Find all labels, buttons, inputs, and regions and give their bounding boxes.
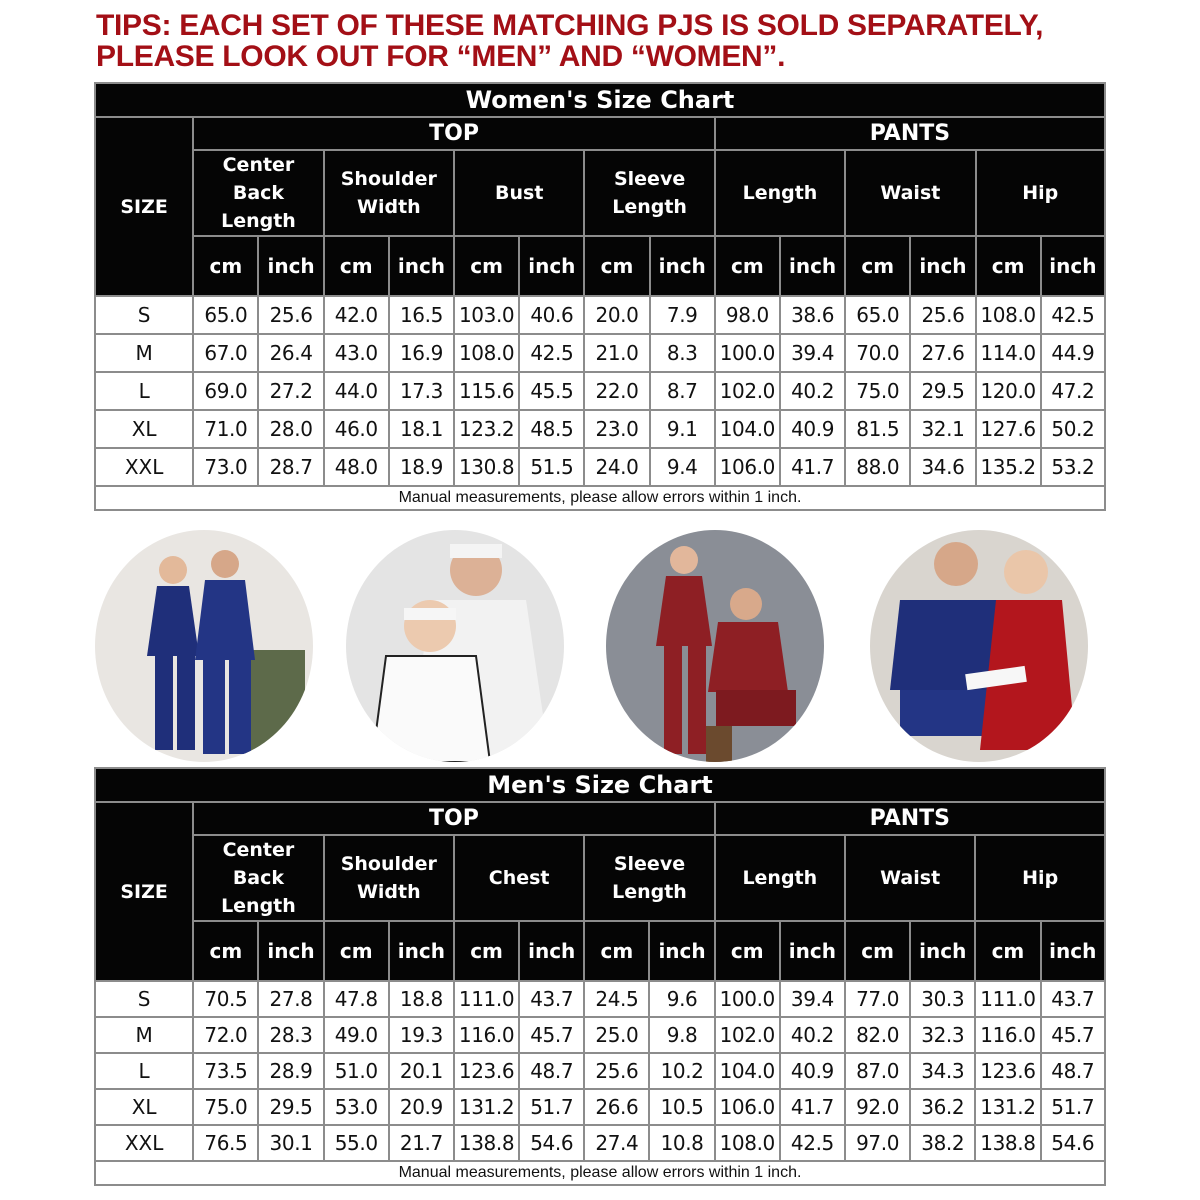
measurement-cell: 103.0 [454, 296, 519, 334]
measurement-cell: 25.6 [584, 1053, 649, 1089]
measurement-cell: 40.9 [780, 410, 845, 448]
photo-navy-couple-standing [95, 530, 313, 762]
measurement-cell: 51.7 [1041, 1089, 1106, 1125]
unit-header-row [95, 236, 1105, 296]
measurement-cell: 30.1 [258, 1125, 323, 1161]
measure-header-row [95, 835, 1105, 921]
measurement-cell: 138.8 [454, 1125, 519, 1161]
measurement-cell: 82.0 [845, 1017, 910, 1053]
table-row [95, 1053, 1105, 1089]
measurement-cell: 43.0 [324, 334, 389, 372]
measurement-cell: 28.7 [258, 448, 323, 486]
measurement-cell: 104.0 [715, 410, 780, 448]
measurement-cell: 29.5 [910, 372, 975, 410]
measurement-cell: 20.1 [389, 1053, 454, 1089]
unit-header-inch: inch [780, 236, 845, 296]
measurement-cell: 100.0 [715, 981, 780, 1017]
measurement-cell: 19.3 [389, 1017, 454, 1053]
measurement-cell: 123.6 [454, 1053, 519, 1089]
measurement-cell: 71.0 [193, 410, 258, 448]
size-cell: M [95, 334, 193, 372]
measurement-cell: 108.0 [715, 1125, 780, 1161]
measurement-cell: 48.7 [519, 1053, 584, 1089]
measurement-cell: 32.1 [910, 410, 975, 448]
measurement-cell: 53.2 [1041, 448, 1105, 486]
measurement-cell: 135.2 [976, 448, 1041, 486]
measurement-cell: 42.0 [324, 296, 389, 334]
measurement-cell: 47.8 [324, 981, 389, 1017]
measurement-cell: 127.6 [976, 410, 1041, 448]
measurement-cell: 25.6 [910, 296, 975, 334]
measurement-cell: 75.0 [845, 372, 910, 410]
unit-header-cm: cm [454, 236, 519, 296]
measurement-cell: 54.6 [519, 1125, 584, 1161]
measurement-cell: 28.3 [258, 1017, 323, 1053]
unit-header-cm: cm [976, 236, 1041, 296]
measurement-cell: 9.4 [650, 448, 715, 486]
measurement-cell: 43.7 [1041, 981, 1106, 1017]
measurement-cell: 24.5 [584, 981, 649, 1017]
measurement-cell: 24.0 [584, 448, 649, 486]
unit-header-inch: inch [649, 921, 714, 981]
measurement-cell: 106.0 [715, 448, 780, 486]
top-group-header: TOP [193, 802, 714, 835]
measurement-cell: 73.0 [193, 448, 258, 486]
measurement-cell: 39.4 [780, 981, 845, 1017]
measurement-cell: 42.5 [1041, 296, 1105, 334]
measurement-cell: 45.5 [519, 372, 584, 410]
measurement-cell: 32.3 [910, 1017, 975, 1053]
measurement-cell: 28.0 [258, 410, 323, 448]
measurement-cell: 30.3 [910, 981, 975, 1017]
measurement-cell: 29.5 [258, 1089, 323, 1125]
measurement-cell: 87.0 [845, 1053, 910, 1089]
unit-header-cm: cm [193, 921, 258, 981]
measurement-cell: 8.7 [650, 372, 715, 410]
measurement-cell: 28.9 [258, 1053, 323, 1089]
unit-header-inch: inch [650, 236, 715, 296]
measurement-cell: 21.7 [389, 1125, 454, 1161]
measure-header: Center Back Length [193, 150, 323, 236]
measurement-cell: 38.6 [780, 296, 845, 334]
measure-header: Shoulder Width [324, 835, 454, 921]
measurement-cell: 120.0 [976, 372, 1041, 410]
measurement-cell: 51.5 [519, 448, 584, 486]
unit-header-inch: inch [1041, 236, 1105, 296]
unit-header-cm: cm [715, 236, 780, 296]
measurement-cell: 72.0 [193, 1017, 258, 1053]
size-cell: XL [95, 410, 193, 448]
photo-navy-red-couple-reading-image [870, 530, 1088, 762]
measurement-cell: 48.0 [324, 448, 389, 486]
measure-header: Chest [454, 835, 584, 921]
measure-header: Hip [976, 150, 1105, 236]
measurement-cell: 67.0 [193, 334, 258, 372]
measurement-cell: 49.0 [324, 1017, 389, 1053]
chart-title: Men's Size Chart [95, 768, 1105, 802]
table-row [95, 410, 1105, 448]
unit-header-cm: cm [324, 236, 389, 296]
unit-header-inch: inch [780, 921, 845, 981]
measurement-cell: 65.0 [193, 296, 258, 334]
size-column-header: SIZE [95, 117, 193, 296]
men-size-chart [94, 767, 1106, 1186]
measurement-cell: 18.8 [389, 981, 454, 1017]
table-row [95, 981, 1105, 1017]
size-cell: S [95, 296, 193, 334]
tips-banner [96, 10, 1176, 72]
measurement-cell: 43.7 [519, 981, 584, 1017]
measurement-cell: 50.2 [1041, 410, 1105, 448]
unit-header-inch: inch [519, 236, 584, 296]
measurement-cell: 8.3 [650, 334, 715, 372]
measurement-cell: 9.6 [649, 981, 714, 1017]
measurement-cell: 111.0 [454, 981, 519, 1017]
measurement-cell: 70.5 [193, 981, 258, 1017]
note-row [95, 1161, 1105, 1185]
measurement-cell: 17.3 [389, 372, 454, 410]
measurement-cell: 10.8 [649, 1125, 714, 1161]
measurement-cell: 104.0 [715, 1053, 780, 1089]
size-cell: L [95, 1053, 193, 1089]
measurement-cell: 48.5 [519, 410, 584, 448]
measurement-cell: 123.2 [454, 410, 519, 448]
measure-header: Hip [975, 835, 1105, 921]
measure-header: Center Back Length [193, 835, 323, 921]
unit-header-cm: cm [845, 236, 910, 296]
unit-header-inch: inch [389, 236, 454, 296]
measurement-cell: 40.6 [519, 296, 584, 334]
pants-group-header: PANTS [715, 117, 1105, 150]
unit-header-cm: cm [324, 921, 389, 981]
unit-header-inch: inch [910, 921, 975, 981]
size-cell: L [95, 372, 193, 410]
measurement-cell: 76.5 [193, 1125, 258, 1161]
measurement-cell: 131.2 [454, 1089, 519, 1125]
chart-title-row [95, 768, 1105, 802]
table-row [95, 296, 1105, 334]
measurement-cell: 10.2 [649, 1053, 714, 1089]
measurement-cell: 21.0 [584, 334, 649, 372]
table-row [95, 1089, 1105, 1125]
measurement-cell: 53.0 [324, 1089, 389, 1125]
photo-burgundy-couple-image [606, 530, 824, 762]
measurement-cell: 18.1 [389, 410, 454, 448]
measurement-cell: 27.6 [910, 334, 975, 372]
measurement-cell: 116.0 [975, 1017, 1040, 1053]
measurement-cell: 102.0 [715, 372, 780, 410]
measurement-cell: 45.7 [1041, 1017, 1106, 1053]
measurement-cell: 26.6 [584, 1089, 649, 1125]
measurement-cell: 111.0 [975, 981, 1040, 1017]
measurement-cell: 20.0 [584, 296, 649, 334]
measure-header: Bust [454, 150, 584, 236]
measurement-cell: 16.9 [389, 334, 454, 372]
size-cell: M [95, 1017, 193, 1053]
measurement-cell: 42.5 [519, 334, 584, 372]
measurement-cell: 45.7 [519, 1017, 584, 1053]
measurement-cell: 114.0 [976, 334, 1041, 372]
measure-header: Sleeve Length [584, 835, 714, 921]
measurement-cell: 116.0 [454, 1017, 519, 1053]
table-row [95, 448, 1105, 486]
photo-white-couple-closeup-image [346, 530, 564, 762]
measurement-cell: 70.0 [845, 334, 910, 372]
measurement-cell: 100.0 [715, 334, 780, 372]
measurement-cell: 27.4 [584, 1125, 649, 1161]
unit-header-inch: inch [258, 236, 323, 296]
unit-header-cm: cm [975, 921, 1040, 981]
unit-header-row [95, 921, 1105, 981]
measurement-note: Manual measurements, please allow errors within 1 inch. [95, 486, 1105, 510]
measurement-cell: 34.3 [910, 1053, 975, 1089]
measurement-cell: 97.0 [845, 1125, 910, 1161]
measurement-cell: 47.2 [1041, 372, 1105, 410]
measurement-cell: 123.6 [975, 1053, 1040, 1089]
measure-header: Sleeve Length [584, 150, 714, 236]
measurement-cell: 55.0 [324, 1125, 389, 1161]
table-row [95, 334, 1105, 372]
measure-header-row [95, 150, 1105, 236]
table-row [95, 1017, 1105, 1053]
pants-group-header: PANTS [715, 802, 1105, 835]
measurement-cell: 138.8 [975, 1125, 1040, 1161]
measurement-cell: 39.4 [780, 334, 845, 372]
measurement-cell: 75.0 [193, 1089, 258, 1125]
chart-title-row [95, 83, 1105, 117]
measure-header: Length [715, 150, 845, 236]
size-cell: XXL [95, 448, 193, 486]
size-cell: XL [95, 1089, 193, 1125]
unit-header-cm: cm [193, 236, 258, 296]
note-row [95, 486, 1105, 510]
photo-burgundy-couple [606, 530, 824, 762]
unit-header-cm: cm [584, 236, 649, 296]
measurement-cell: 46.0 [324, 410, 389, 448]
measure-header: Waist [845, 150, 975, 236]
measurement-cell: 131.2 [975, 1089, 1040, 1125]
table-row [95, 1125, 1105, 1161]
measurement-cell: 81.5 [845, 410, 910, 448]
measurement-cell: 108.0 [454, 334, 519, 372]
measurement-cell: 22.0 [584, 372, 649, 410]
measurement-cell: 25.6 [258, 296, 323, 334]
measurement-cell: 51.0 [324, 1053, 389, 1089]
photo-navy-red-couple-reading [870, 530, 1088, 762]
unit-header-cm: cm [584, 921, 649, 981]
measure-header: Shoulder Width [324, 150, 454, 236]
measurement-cell: 98.0 [715, 296, 780, 334]
measurement-cell: 27.2 [258, 372, 323, 410]
size-column-header: SIZE [95, 802, 193, 981]
tips-line-1: TIPS: EACH SET OF THESE MATCHING PJS IS SOLD SEPARATELY, [96, 9, 1044, 42]
measurement-cell: 34.6 [910, 448, 975, 486]
group-header-row [95, 802, 1105, 835]
measure-header: Length [715, 835, 845, 921]
size-cell: XXL [95, 1125, 193, 1161]
measurement-cell: 69.0 [193, 372, 258, 410]
table-row [95, 372, 1105, 410]
measurement-cell: 92.0 [845, 1089, 910, 1125]
unit-header-inch: inch [519, 921, 584, 981]
measurement-cell: 38.2 [910, 1125, 975, 1161]
measurement-cell: 40.2 [780, 1017, 845, 1053]
measurement-cell: 27.8 [258, 981, 323, 1017]
chart-title: Women's Size Chart [95, 83, 1105, 117]
measurement-cell: 51.7 [519, 1089, 584, 1125]
measurement-cell: 108.0 [976, 296, 1041, 334]
measurement-cell: 44.0 [324, 372, 389, 410]
measurement-cell: 25.0 [584, 1017, 649, 1053]
tips-line-2: PLEASE LOOK OUT FOR “MEN” AND “WOMEN”. [96, 40, 786, 73]
measurement-cell: 106.0 [715, 1089, 780, 1125]
measurement-cell: 40.9 [780, 1053, 845, 1089]
measurement-cell: 9.8 [649, 1017, 714, 1053]
measurement-cell: 77.0 [845, 981, 910, 1017]
measurement-cell: 130.8 [454, 448, 519, 486]
group-header-row [95, 117, 1105, 150]
women-size-chart [94, 82, 1106, 511]
measurement-cell: 7.9 [650, 296, 715, 334]
unit-header-cm: cm [454, 921, 519, 981]
measurement-cell: 73.5 [193, 1053, 258, 1089]
measurement-cell: 9.1 [650, 410, 715, 448]
photo-white-couple-closeup [346, 530, 564, 762]
size-cell: S [95, 981, 193, 1017]
measurement-cell: 26.4 [258, 334, 323, 372]
unit-header-inch: inch [258, 921, 323, 981]
unit-header-cm: cm [845, 921, 910, 981]
measurement-cell: 102.0 [715, 1017, 780, 1053]
measurement-cell: 42.5 [780, 1125, 845, 1161]
unit-header-cm: cm [715, 921, 780, 981]
measurement-cell: 41.7 [780, 1089, 845, 1125]
measurement-cell: 40.2 [780, 372, 845, 410]
measurement-cell: 20.9 [389, 1089, 454, 1125]
measurement-cell: 10.5 [649, 1089, 714, 1125]
measurement-cell: 36.2 [910, 1089, 975, 1125]
measurement-cell: 54.6 [1041, 1125, 1106, 1161]
unit-header-inch: inch [910, 236, 975, 296]
measurement-cell: 115.6 [454, 372, 519, 410]
unit-header-inch: inch [1041, 921, 1106, 981]
measurement-cell: 18.9 [389, 448, 454, 486]
unit-header-inch: inch [389, 921, 454, 981]
measure-header: Waist [845, 835, 975, 921]
measurement-cell: 16.5 [389, 296, 454, 334]
measurement-cell: 65.0 [845, 296, 910, 334]
measurement-cell: 23.0 [584, 410, 649, 448]
measurement-cell: 41.7 [780, 448, 845, 486]
measurement-cell: 48.7 [1041, 1053, 1106, 1089]
top-group-header: TOP [193, 117, 715, 150]
measurement-note: Manual measurements, please allow errors within 1 inch. [95, 1161, 1105, 1185]
photo-navy-couple-standing-image [95, 530, 313, 762]
measurement-cell: 44.9 [1041, 334, 1105, 372]
measurement-cell: 88.0 [845, 448, 910, 486]
